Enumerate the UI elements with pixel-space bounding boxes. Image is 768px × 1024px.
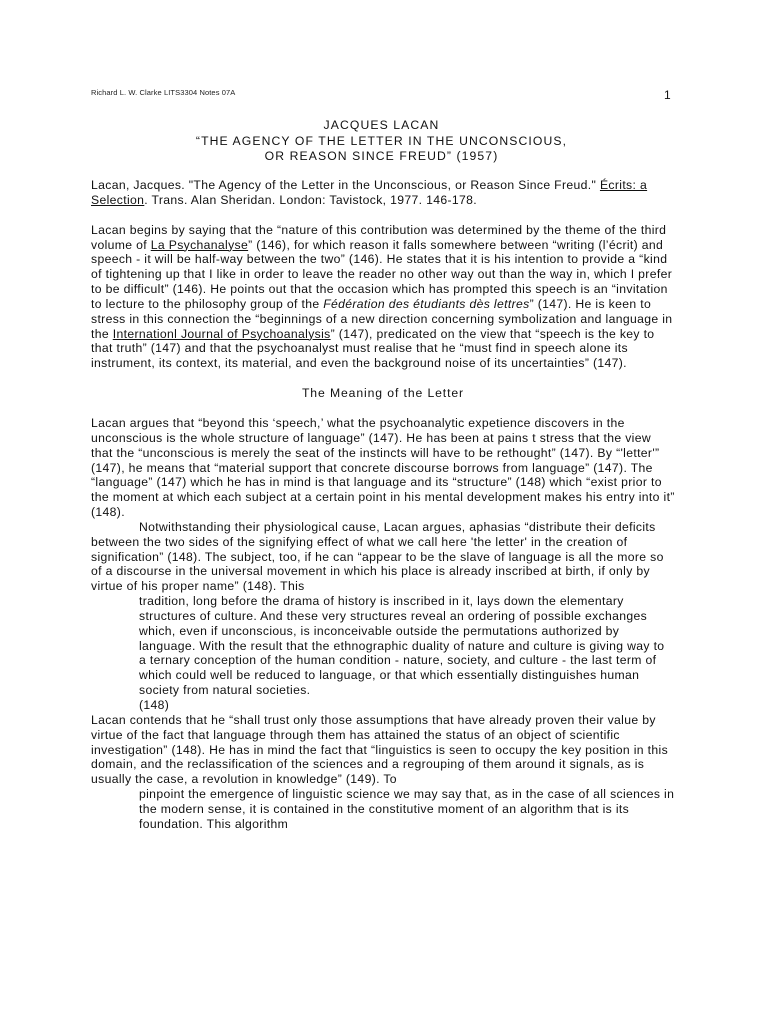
paragraph-meaning: Lacan argues that “beyond this ‘speech,’ what the psychoanalytic expetience discovers in the unconscious is the whole structure of language” (147). He has been at pains t stress that the view that the “unconscious is merely the seat of the instincts will have to be rethought” (147). By “'letter'” (147), he means that “material support that concrete discourse borrows from language” (147). The “language” (147) which he has in mind is that language and its “structure” (148) which “exist prior to the moment at which each subject at a certain point in his mental development makes his entry into it” (148). (91, 415, 675, 520)
quote1-text: tradition, long before the drama of history is inscribed in it, lays down the elementary structures of culture. And these very structures reveal an ordering of possible exchanges which, even if unconscious, is inconceivable outside the permutations authorized by language. With the result that the ethnographic duality of nature and culture is giving way to a ternary conception of the human condition - nature, society, and culture - the last term of which could well be reduced to language, or that which essentially distinguishes human society from natural societies. (139, 594, 665, 698)
section-heading: The Meaning of the Letter (301, 386, 465, 401)
paragraph-intro (91, 223, 675, 371)
page-number: 1 (664, 88, 671, 102)
paragraph-aphasias: Notwithstanding their physiological cause, Lacan argues, aphasias “distribute their deficits between the two sides of the signifying effect of what we call here 'the letter' in the creation of signification” (148). The subject, too, if he can “appear to be the slave of language is all the more so of a discourse in the universal movement in which his place is already inscribed at birth, if only by virtue of his proper name” (148). This (91, 519, 664, 594)
block-quote-tradition (139, 594, 675, 713)
title-line-2: “THE AGENCY OF THE LETTER IN THE UNCONSCIOUS, (195, 133, 568, 148)
block-quote-algorithm: pinpoint the emergence of linguistic science we may say that, as in the case of all sciences in the modern sense, it is contained in the constitutive moment of an algorithm that is its foundation. This algorithm (139, 787, 675, 831)
para1-text-3: ” (147). He is keen to stress in this connection the “beginnings of a new direction concerning symbolization and language in the (91, 296, 673, 341)
para1-text-4: ” (147), predicated on the view that “speech is the key to that truth” (147) and that the psychoanalyst must realise that he “must find in speech alone its instrument, its context, its material, and even the background noise of its uncertainties” (147). (91, 326, 655, 371)
document-title (91, 118, 672, 165)
title-line-1: JACQUES LACAN (323, 118, 440, 132)
paragraph-linguistics: Lacan contends that he “shall trust only those assumptions that have already proven their value by virtue of the fact that language through them has attained the status of an object of scientific investigation” (148). He has in mind the fact that “linguistics is seen to occupy the key position in this domain, and the reclassification of the sciences and a regrouping of them around it signals, as is usually the case, a revolution in knowledge” (149). To (91, 712, 669, 787)
citation-book-title: Écrits: a Selection (91, 178, 648, 207)
quote1-citation: (148) (139, 698, 170, 712)
citation-part-1: Lacan, Jacques. "The Agency of the Letter in the Unconscious, or Reason Since Freud." (91, 178, 600, 192)
para1-text-2: ” (146), for which reason it falls somewhere between “writing (l’écrit) and speech - it will be half-way between the two” (146). He states that it is his intention to provide a “kind of tightening up that I like in order to leave the reader no other way out than the way in, which I prefer to be difficult” (146). He points out that the occasion which has prompted this speech is an “invitation to lecture to the philosophy group of the (91, 237, 673, 311)
citation-part-2: . Trans. Alan Sheridan. London: Tavistock, 1977. 146-178. (144, 192, 478, 207)
running-header: Richard L. W. Clarke LITS3304 Notes 07A (91, 88, 236, 97)
document-body (91, 178, 675, 832)
federation-title: Fédération des étudiants dès lettres (323, 296, 530, 311)
citation (91, 178, 675, 208)
journal-title-psychoanalysis: Internationl Journal of Psychoanalysis (112, 326, 331, 341)
title-line-3: OR REASON SINCE FREUD” (1957) (264, 149, 499, 163)
journal-title-la-psychanalyse: La Psychanalyse (150, 237, 249, 252)
para1-text-1: Lacan begins by saying that the “nature of this contribution was determined by the theme of the third volume of (91, 222, 667, 252)
